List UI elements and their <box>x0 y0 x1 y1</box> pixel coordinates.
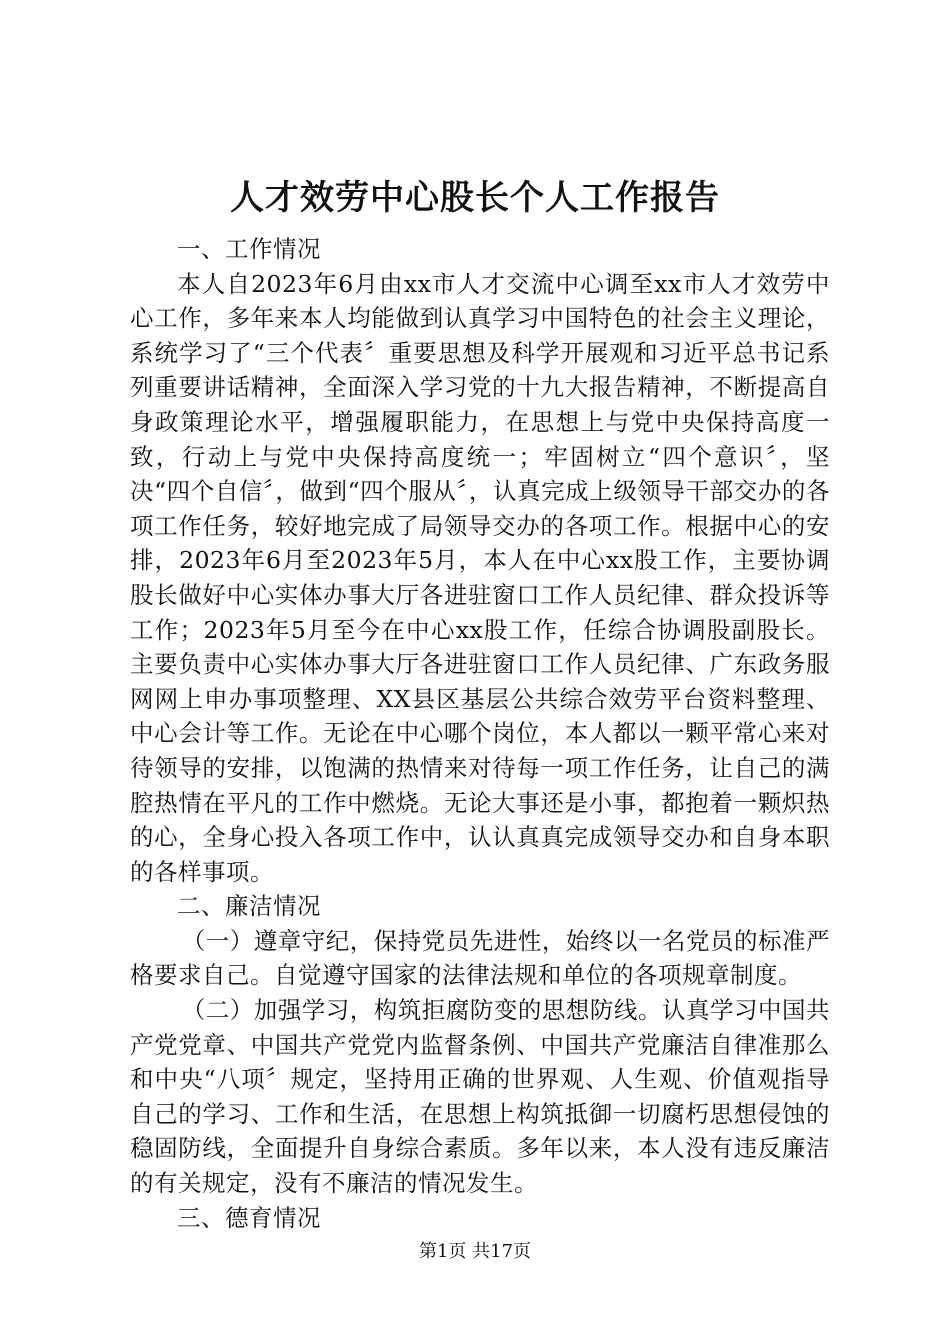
document-title: 人才效劳中心股长个人工作报告 <box>230 178 720 218</box>
section-heading-moral: 三、德育情况 <box>177 1203 321 1232</box>
section-heading-integrity: 二、廉洁情况 <box>177 892 321 921</box>
paragraph-integrity-item-2: （二）加强学习，构筑拒腐防变的思想防线。认真学习中国共产党党章、中国共产党党内监督条例、中国共产党廉洁自律准那么和中央“八项〞规定，坚持用正确的世界观、人生观、价值观指导自己的学习、工作和生活，在思想上构筑抵御一切腐朽思想侵蚀的稳固防线，全面提升自身综合素质。多年以来，本人没有违反廉洁的有关规定，没有不廉洁的情况发生。 <box>130 996 830 1198</box>
section-heading-work: 一、工作情况 <box>177 235 321 263</box>
paragraph-integrity-item-1: （一）遵章守纪，保持党员先进性，始终以一名党员的标准严格要求自己。自觉遵守国家的法律法规和单位的各项规章制度。 <box>130 926 830 990</box>
page-number-footer: 第1页 共17页 <box>418 1241 532 1262</box>
paragraph-work-details: 本人自2023年6月由xx市人才交流中心调至xx市人才效劳中心工作，多年来本人均能做到认真学习中国特色的社会主义理论，系统学习了“三个代表〞重要思想及科学开展观和习近平总书记系列重要讲话精神，全面深入学习党的十九大报告精神，不断提高自身政策理论水平，增强履职能力，在思想上与党中央保持高度一致，行动上与党中央保持高度统一；牢固树立“四个意识〞，坚决“四个自信〞，做到“四个服从〞，认真完成上级领导干部交办的各项工作任务，较好地完成了局领导交办的各项工作。根据中心的安排，2023年6月至2023年5月，本人在中心xx股工作，主要协调股长做好中心实体办事大厅各进驻窗口工作人员纪律、群众投诉等工作；2023年5月至今在中心xx股工作，任综合协调股副股长。主要负责中心实体办事大厅各进驻窗口工作人员纪律、广东政务服网网上申办事项整理、XX县区基层公共综合效劳平台资料整理、中心会计等工作。无论在中心哪个岗位，本人都以一颗平常心来对待领导的安排，以饱满的热情来对待每一项工作任务，让自己的满腔热情在平凡的工作中燃烧。无论大事还是小事，都抱着一颗炽热的心，全身心投入各项工作中，认认真真完成领导交办和自身本职的各样事项。 <box>130 269 830 886</box>
document-body <box>130 232 830 1235</box>
